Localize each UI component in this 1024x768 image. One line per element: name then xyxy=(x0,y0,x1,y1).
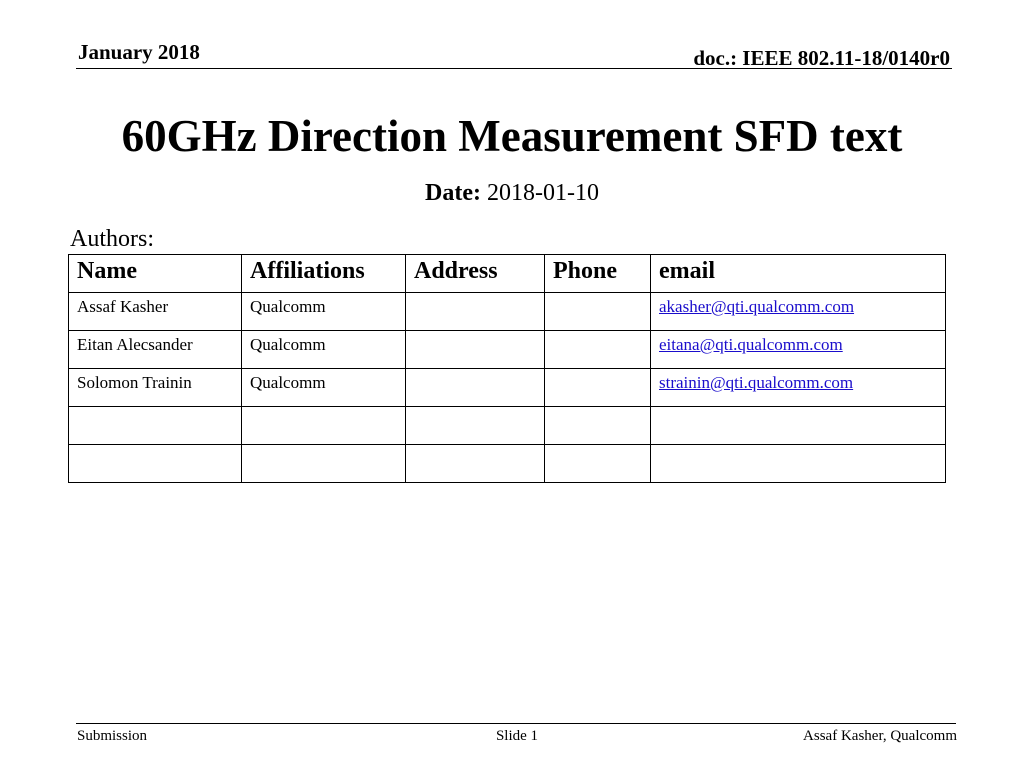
author-email-link[interactable]: strainin@qti.qualcomm.com xyxy=(659,373,854,392)
column-header-name: Name xyxy=(69,255,242,293)
author-address xyxy=(406,407,545,445)
author-name: Eitan Alecsander xyxy=(69,331,242,369)
author-affiliation xyxy=(242,445,406,483)
author-affiliation: Qualcomm xyxy=(242,293,406,331)
authors-label: Authors: xyxy=(70,226,154,252)
author-name: Solomon Trainin xyxy=(69,369,242,407)
author-email-link[interactable]: akasher@qti.qualcomm.com xyxy=(659,297,855,316)
column-header-email: email xyxy=(651,255,946,293)
table-row xyxy=(69,331,946,369)
author-address xyxy=(406,331,545,369)
author-email-cell xyxy=(651,407,946,445)
author-address xyxy=(406,293,545,331)
author-name xyxy=(69,445,242,483)
date-value: 2018-01-10 xyxy=(486,180,599,206)
author-phone xyxy=(545,445,651,483)
table-row xyxy=(69,407,946,445)
table-header-row xyxy=(69,255,946,293)
table-row xyxy=(69,369,946,407)
author-phone xyxy=(545,407,651,445)
author-name: Assaf Kasher xyxy=(69,293,242,331)
header-divider xyxy=(76,68,952,69)
header-document-id: doc.: IEEE 802.11-18/0140r0 xyxy=(693,46,950,70)
author-phone xyxy=(545,369,651,407)
slide-title: 60GHz Direction Measurement SFD text xyxy=(121,111,903,161)
table-row xyxy=(69,445,946,483)
author-affiliation xyxy=(242,407,406,445)
author-email-cell xyxy=(651,445,946,483)
author-address xyxy=(406,369,545,407)
column-header-phone: Phone xyxy=(545,255,651,293)
footer-author: Assaf Kasher, Qualcomm xyxy=(803,728,957,744)
date-line xyxy=(0,180,1024,207)
header-date: January 2018 xyxy=(78,40,200,64)
author-address xyxy=(406,445,545,483)
authors-table xyxy=(68,254,946,483)
author-email-cell xyxy=(651,331,946,369)
date-label: Date: xyxy=(425,180,481,206)
author-phone xyxy=(545,331,651,369)
footer-submission: Submission xyxy=(77,728,148,744)
footer-slide-number: Slide 1 xyxy=(495,728,539,744)
author-phone xyxy=(545,293,651,331)
footer-divider xyxy=(76,723,956,724)
author-affiliation: Qualcomm xyxy=(242,369,406,407)
author-email-link[interactable]: eitana@qti.qualcomm.com xyxy=(659,335,843,354)
author-email-cell xyxy=(651,293,946,331)
author-name xyxy=(69,407,242,445)
table-row xyxy=(69,293,946,331)
column-header-address: Address xyxy=(406,255,545,293)
author-email-cell xyxy=(651,369,946,407)
column-header-affiliations: Affiliations xyxy=(242,255,406,293)
author-affiliation: Qualcomm xyxy=(242,331,406,369)
